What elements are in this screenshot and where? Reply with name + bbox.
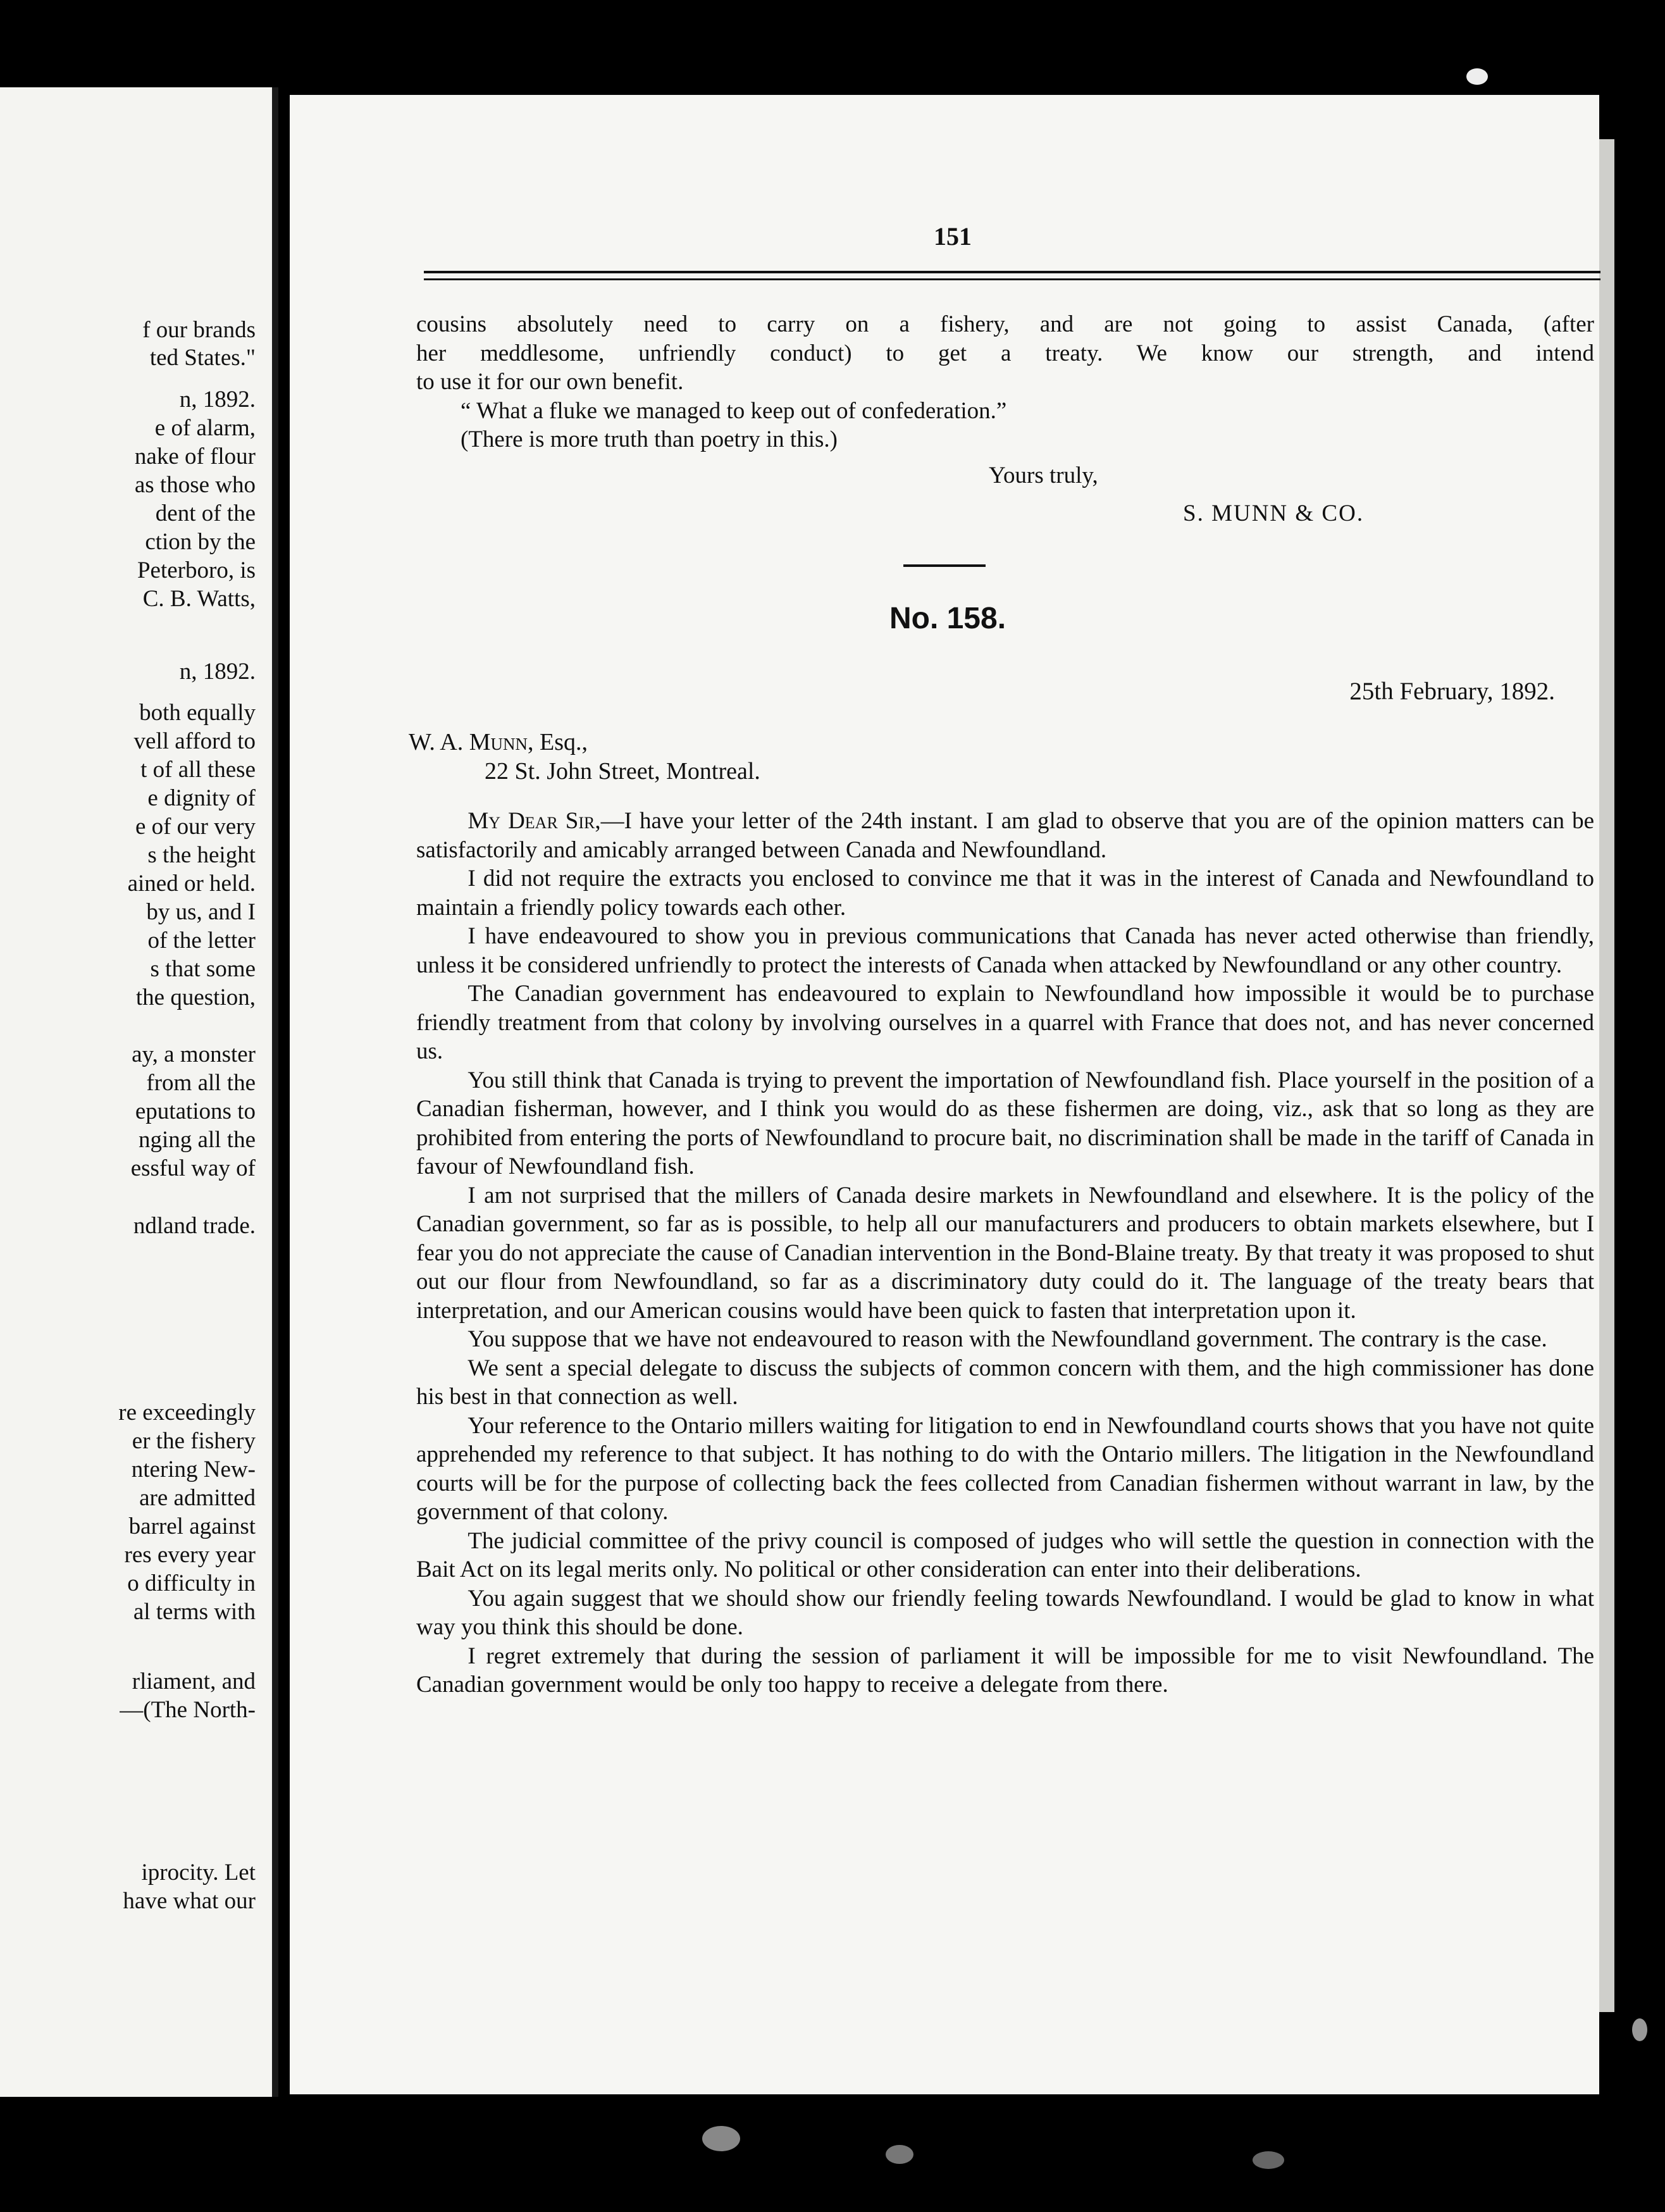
addressee-street: 22 St. John Street, Montreal. [485, 758, 760, 785]
left-page-line: res every year [124, 1542, 256, 1568]
continuation-line: her meddlesome, unfriendly conduct) to get a treaty. We know our strength, and intend [416, 340, 1594, 366]
left-page-line: n, 1892. [179, 659, 256, 685]
left-page-line: rliament, and [132, 1668, 256, 1694]
left-page-line: vell afford to [133, 728, 256, 754]
left-page-line: nging all the [139, 1127, 256, 1153]
page-number: 151 [934, 222, 972, 251]
left-page-line: e of alarm, [154, 415, 256, 441]
letter-paragraph: I am not surprised that the millers of Canada desire markets in Newfoundland and elsewhere. It is the policy of the Canadian government, so far as is possible, to help all our manufacturers and producers to obtain markets elsewhere, but I fear you do not appreciate the cause of Canadian intervention in the Bond-Blaine treaty. By that treaty it was proposed to shut out our flour from Newfoundland, so far as a discriminatory duty could do it. The language of the treaty bears that interpretation, and our American cousins would have been quick to fasten that interpretation upon it. [416, 1182, 1594, 1324]
quote-line: “ What a fluke we managed to keep out of confederation.” [461, 397, 1007, 424]
left-page-line: are admitted [139, 1485, 256, 1511]
left-page-line: have what our [123, 1888, 256, 1914]
left-page-line: of the letter [147, 928, 256, 954]
aside-line: (There is more truth than poetry in this.) [461, 426, 838, 452]
left-page-line: ction by the [145, 529, 256, 555]
scan-speck [702, 2126, 740, 2151]
letter-paragraph [416, 807, 1594, 864]
left-page-line: as those who [134, 472, 256, 498]
left-page-line: er the fishery [132, 1428, 256, 1454]
letter-paragraph: You suppose that we have not endeavoured to reason with the Newfoundland government. The contrary is the case. [467, 1326, 1547, 1352]
left-page-line: ntering New- [131, 1457, 256, 1482]
letter-paragraph: We sent a special delegate to discuss the subjects of common concern with them, and the high commissioner has done his best in that connection as well. [416, 1355, 1594, 1410]
paragraph-text: —I have your letter of the 24th instant. I am glad to observe that you are of the opinion matters can be satisfactorily and amicably arranged between Canada and Newfoundland. [416, 808, 1594, 863]
left-page-line: e of our very [135, 814, 256, 840]
salutation: My Dear Sir, [467, 808, 601, 834]
scan-speck [1466, 68, 1488, 85]
letter-paragraph: I regret extremely that during the session of parliament it will be impossible for me to visit Newfoundland. The Canadian government would be only too happy to receive a delegate from there. [416, 1643, 1594, 1698]
left-page-line: the question, [135, 985, 256, 1010]
left-page-line: ndland trade. [133, 1213, 256, 1239]
left-page-line: C. B. Watts, [142, 586, 256, 612]
section-divider [903, 564, 986, 567]
page-edge [1599, 139, 1614, 2012]
left-page-line: s the height [147, 842, 256, 868]
left-page-line: ained or held. [127, 871, 256, 897]
left-page-line: al terms with [133, 1599, 256, 1625]
addressee-initials: W. A. [409, 729, 469, 755]
letter-body [416, 807, 1594, 1699]
left-page-line: o difficulty in [127, 1570, 256, 1596]
current-page [290, 95, 1599, 2094]
letter-paragraph: Your reference to the Ontario millers waiting for litigation to end in Newfoundland courts shows that you have not quite apprehended my reference to that subject. It has nothing to do with the Ontario millers. The litigation in the Newfoundland courts will be for the purpose of collecting back the fees collected from Canadian fishermen without warrant in law, by the government of that colony. [416, 1412, 1594, 1525]
left-page-line: —(The North- [120, 1697, 256, 1723]
left-page-line: barrel against [128, 1513, 256, 1539]
letter-paragraph: The Canadian government has endeavoured to explain to Newfoundland how impossible it would be to purchase friendly treatment from that colony by involving ourselves in a quarrel with France that does not, and has never concerned us. [416, 981, 1594, 1064]
left-page-line: ted States." [149, 345, 256, 371]
closing: Yours truly, [989, 463, 1098, 488]
scan-speck [1632, 2018, 1647, 2041]
left-page-line: by us, and I [146, 899, 256, 925]
left-page-line: essful way of [130, 1155, 256, 1181]
left-page-line: e dignity of [147, 785, 256, 811]
left-page-line: re exceedingly [118, 1400, 256, 1426]
left-page-line: dent of the [155, 500, 256, 526]
left-page-line: from all the [146, 1070, 256, 1096]
left-page-line: eputations to [135, 1098, 256, 1124]
continuation-line: cousins absolutely need to carry on a fishery, and are not going to assist Canada, (after [416, 311, 1594, 337]
continuation-text [416, 310, 1594, 454]
left-page-line: f our brands [142, 317, 256, 343]
letter-paragraph: I did not require the extracts you enclosed to convince me that it was in the interest of Canada and Newfoundland to maintain a friendly policy towards each other. [416, 866, 1594, 921]
header-rule [424, 278, 1600, 280]
left-page-line: n, 1892. [179, 387, 256, 413]
left-page-line: s that some [150, 956, 256, 982]
document-number: No. 158. [889, 602, 1006, 635]
letter-paragraph: You still think that Canada is trying to prevent the importation of Newfoundland fish. Place yourself in the position of a Canadian fisherman, however, and I think you would do as these fishermen are doing, viz., ask that so long as they are prohibited from entering the ports of Newfoundland to procure bait, no discrimination shall be made in the tariff of Canada in favour of Newfoundland fish. [416, 1067, 1594, 1179]
continuation-line: to use it for our own benefit. [416, 369, 684, 395]
left-page-line: ay, a monster [132, 1041, 256, 1067]
letter-paragraph: I have endeavoured to show you in previous communications that Canada has never acted otherwise than friendly, unless it be considered unfriendly to protect the interests of Canada when attacked by Newfoundland or any other country. [416, 923, 1594, 978]
letter-date: 25th February, 1892. [1349, 678, 1555, 705]
scan-speck [886, 2145, 913, 2164]
letter-paragraph: You again suggest that we should show our friendly feeling towards Newfoundland. I would be glad to know in what way you think this should be done. [416, 1585, 1594, 1640]
header-rule [424, 271, 1600, 273]
left-page-line: both equally [139, 700, 256, 726]
previous-page-fragment [0, 87, 278, 2097]
addressee-name [409, 728, 760, 757]
left-page-line: Peterboro, is [137, 557, 256, 583]
addressee [409, 728, 760, 786]
left-page-line: nake of flour [134, 444, 256, 469]
left-page-line: iprocity. Let [141, 1860, 256, 1886]
addressee-suffix: , Esq., [528, 729, 588, 755]
letter-paragraph: The judicial committee of the privy council is composed of judges who will settle the question in connection with the Bait Act on its legal merits only. No political or other consideration can enter into their deliberations. [416, 1527, 1594, 1582]
scan-speck [1253, 2151, 1284, 2169]
signature: S. MUNN & CO. [1183, 500, 1365, 526]
addressee-surname: Munn [469, 729, 528, 755]
left-page-line: t of all these [140, 757, 256, 783]
